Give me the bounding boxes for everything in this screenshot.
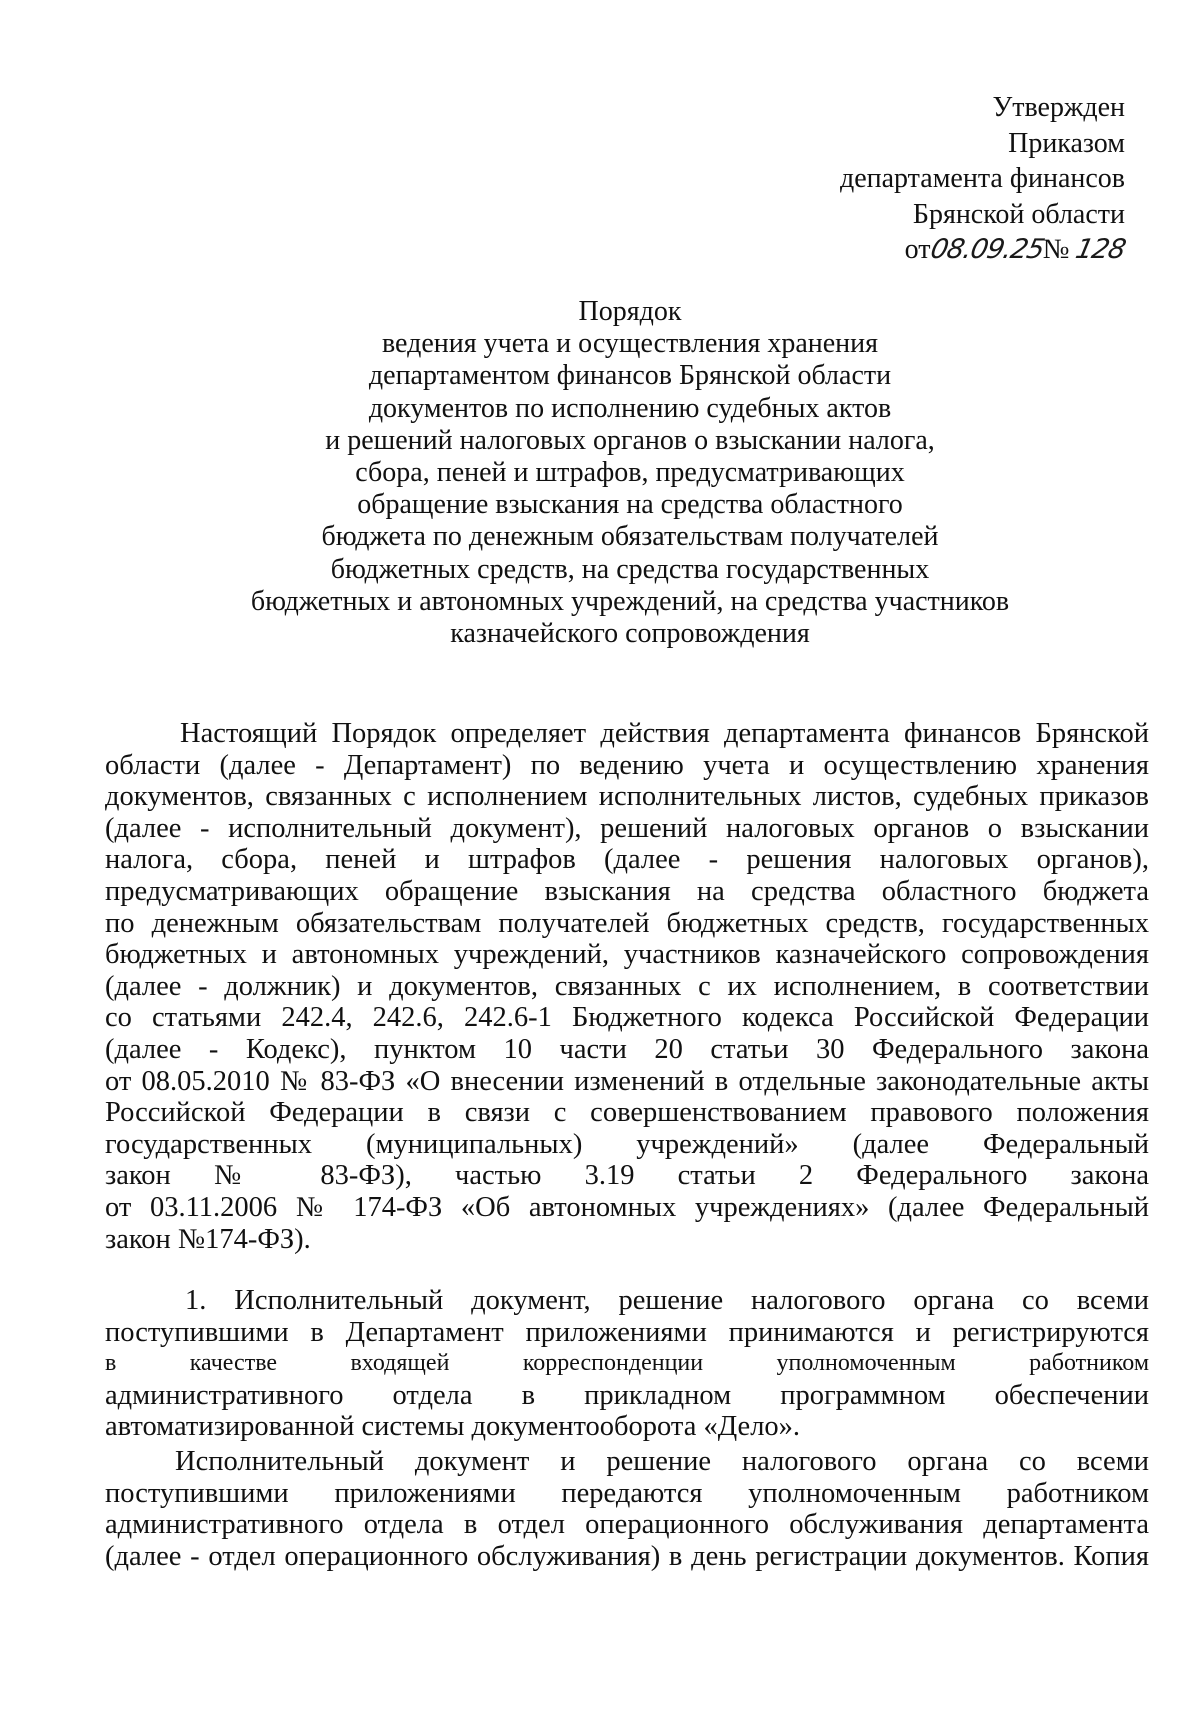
paragraph-line: 1. Исполнительный документ, решение налогового органа со всеми <box>185 1285 1149 1316</box>
approval-line-4: Брянской области <box>912 198 1125 230</box>
paragraph-line: автоматизированной системы документооборота «Дело». <box>105 1411 801 1443</box>
paragraph-line: поступившими в Департамент приложениями принимаются и регистрируются <box>105 1316 1149 1348</box>
title-line: обращение взыскания на средства областного <box>357 489 903 521</box>
approval-line-3: департамента финансов <box>839 163 1125 194</box>
title-line: и решений налоговых органов о взыскании налога, <box>325 424 935 456</box>
paragraph-line: по денежным обязательствам получателей бюджетных средств, государственных <box>105 907 1149 939</box>
approval-line-1: Утвержден <box>992 92 1125 123</box>
title-line: документов по исполнению судебных актов <box>368 392 892 424</box>
title-line: департаментом финансов Брянской области <box>368 360 892 392</box>
approval-line-2: Приказом <box>1008 127 1125 159</box>
paragraph-line: Российской Федерации в связи с совершенствованием правового положения <box>105 1097 1149 1129</box>
title-line: бюджетных и автономных учреждений, на средства участников <box>250 585 1010 617</box>
paragraph-line: административного отдела в прикладном программном обеспечении <box>105 1379 1149 1411</box>
title-line: ведения учета и осуществления хранения <box>381 328 879 360</box>
paragraph-line: закон №174-ФЗ). <box>105 1223 311 1255</box>
title-line: сбора, пеней и штрафов, предусматривающих <box>355 457 905 489</box>
paragraph-line: со статьями 242.4, 242.6, 242.6-1 Бюджетного кодекса Российской Федерации <box>105 1002 1149 1034</box>
paragraph-line: поступившими приложениями передаются уполномоченным работником <box>105 1477 1149 1509</box>
paragraph-line: государственных (муниципальных) учреждений» (далее Федеральный <box>105 1128 1149 1160</box>
document-title <box>150 296 1110 650</box>
title-line: бюджетных средств, на средства государственных <box>330 553 930 585</box>
paragraph-line: закон № 83-ФЗ), частью 3.19 статьи 2 Федерального закона <box>105 1160 1149 1192</box>
handwritten-number: 128 <box>1073 234 1129 265</box>
handwritten-date: 08.09.25 <box>927 234 1047 265</box>
paragraph-line: Исполнительный документ и решение налогового органа со всеми <box>175 1446 1149 1477</box>
title-line: казначейского сопровождения <box>450 618 810 650</box>
paragraph-line: документов, связанных с исполнением исполнительных листов, судебных приказов <box>105 781 1149 813</box>
paragraph-line: от 03.11.2006 № 174-ФЗ «Об автономных учреждениях» (далее Федеральный <box>105 1191 1149 1223</box>
approval-stamp <box>839 90 1129 268</box>
title-line: бюджета по денежным обязательствам получателей <box>321 521 939 553</box>
paragraph-1 <box>105 1285 1149 1443</box>
approval-date-line <box>840 232 1129 268</box>
paragraph-line: области (далее - Департамент) по ведению учета и осуществлению хранения <box>105 749 1149 781</box>
paragraph-line: Настоящий Порядок определяет действия департамента финансов Брянской <box>180 718 1149 749</box>
paragraph-2 <box>105 1446 1149 1572</box>
paragraph-line: (далее - Кодекс), пунктом 10 части 20 статьи 30 Федерального закона <box>105 1033 1149 1065</box>
title-line: Порядок <box>578 296 682 327</box>
paragraph-line: (далее - исполнительный документ), решений налоговых органов о взыскании <box>105 812 1149 844</box>
paragraph-line: административного отдела в отдел операционного обслуживания департамента <box>105 1509 1149 1541</box>
date-prefix: от <box>904 234 931 265</box>
paragraph-line: предусматривающих обращение взыскания на средства областного бюджета <box>105 875 1149 907</box>
paragraph-line: налога, сбора, пеней и штрафов (далее - решения налоговых органов), <box>105 844 1149 876</box>
paragraph-line: от 08.05.2010 № 83-ФЗ «О внесении изменений в отдельные законодательные акты <box>105 1065 1149 1097</box>
number-prefix: № <box>1042 234 1070 265</box>
paragraph-line: бюджетных и автономных учреждений, участников казначейского сопровождения <box>105 939 1149 971</box>
paragraph-line: в качестве входящей корреспонденции уполномоченным работником <box>105 1350 1149 1377</box>
paragraph-line: (далее - должник) и документов, связанных с их исполнением, в соответствии <box>105 970 1149 1002</box>
intro-paragraph <box>105 718 1149 1255</box>
paragraph-line: (далее - отдел операционного обслуживания) в день регистрации документов. Копия <box>105 1540 1149 1572</box>
